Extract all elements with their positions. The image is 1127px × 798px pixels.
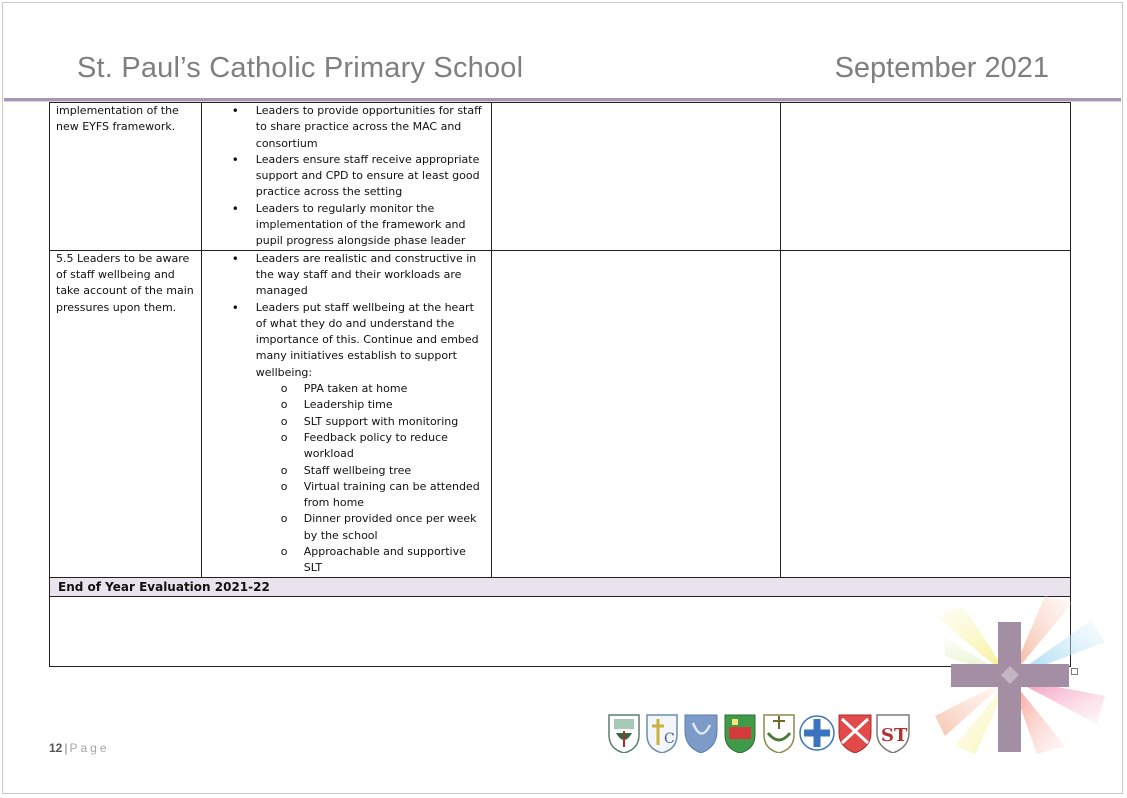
objective-cell[interactable] (50, 103, 202, 251)
empty-cell[interactable] (492, 103, 781, 251)
page-label: Page (69, 741, 110, 755)
sub-list-item: o Approachable and supportive SLT (304, 544, 486, 577)
sub-list-item: o SLT support with monitoring (304, 414, 486, 430)
actions-list (208, 251, 486, 577)
evaluation-heading-row (50, 577, 1071, 596)
sub-list-item: o PPA taken at home (304, 381, 486, 397)
actions-cell[interactable] (201, 103, 492, 251)
school-badge-8-icon (877, 715, 909, 753)
school-badge-4-icon (725, 715, 755, 753)
list-item: • Leaders ensure staff receive appropriate support and CPD to ensure at least good practice across the setting (256, 152, 486, 201)
table-row (50, 250, 1071, 577)
school-badge-6-icon (800, 716, 834, 750)
school-name: St. Paul’s Catholic Primary School (77, 52, 524, 84)
empty-cell[interactable] (781, 250, 1071, 577)
sub-list-item: o Virtual training can be attended from home (304, 479, 486, 512)
school-badge-3-icon (685, 715, 717, 753)
sub-list-item: o Leadership time (304, 397, 486, 413)
school-badge-7-icon (839, 715, 871, 753)
actions-list (208, 103, 486, 250)
list-item: • Leaders to provide opportunities for staff to share practice across the MAC and consortium (256, 103, 486, 152)
objective-text: implementation of the new EYFS framework. (56, 104, 179, 134)
school-badge-2-icon (647, 715, 677, 753)
school-badge-5-icon (764, 715, 794, 753)
sub-list-item: o Staff wellbeing tree (304, 463, 486, 479)
sub-list-item: o Dinner provided once per week by the school (304, 511, 486, 544)
school-badge-1-icon (609, 715, 639, 753)
actions-cell[interactable] (201, 250, 492, 577)
list-item (256, 300, 486, 577)
list-item: • Leaders are realistic and constructive in the way staff and their workloads are managed (256, 251, 486, 300)
table-row (50, 103, 1071, 251)
page-number-footer (49, 741, 110, 755)
page-separator: | (64, 741, 68, 755)
sub-list-item: o Feedback policy to reduce workload (304, 430, 486, 463)
wellbeing-initiatives-list (256, 381, 486, 577)
objective-cell[interactable] (50, 250, 202, 577)
objective-text: 5.5 Leaders to be aware of staff wellbeing and take account of the main pressures upon them. (56, 251, 194, 314)
partner-school-badges (606, 713, 916, 753)
diocese-cross-logo (905, 596, 1115, 756)
page-number: 12 (49, 741, 63, 755)
svg-text:C: C (664, 731, 675, 747)
empty-cell[interactable] (492, 250, 781, 577)
empty-cell[interactable] (781, 103, 1071, 251)
svg-text:ST: ST (881, 725, 908, 746)
list-item: • Leaders to regularly monitor the implementation of the framework and pupil progress alongside phase leader (256, 201, 486, 250)
header-date: September 2021 (834, 52, 1049, 84)
list-item-text: Leaders put staff wellbeing at the heart of what they do and understand the importance of this. Continue and embed many initiatives establish to support wellbeing: (255, 300, 479, 379)
action-plan-table (49, 102, 1071, 667)
evaluation-heading: End of Year Evaluation 2021-22 (50, 577, 1071, 596)
